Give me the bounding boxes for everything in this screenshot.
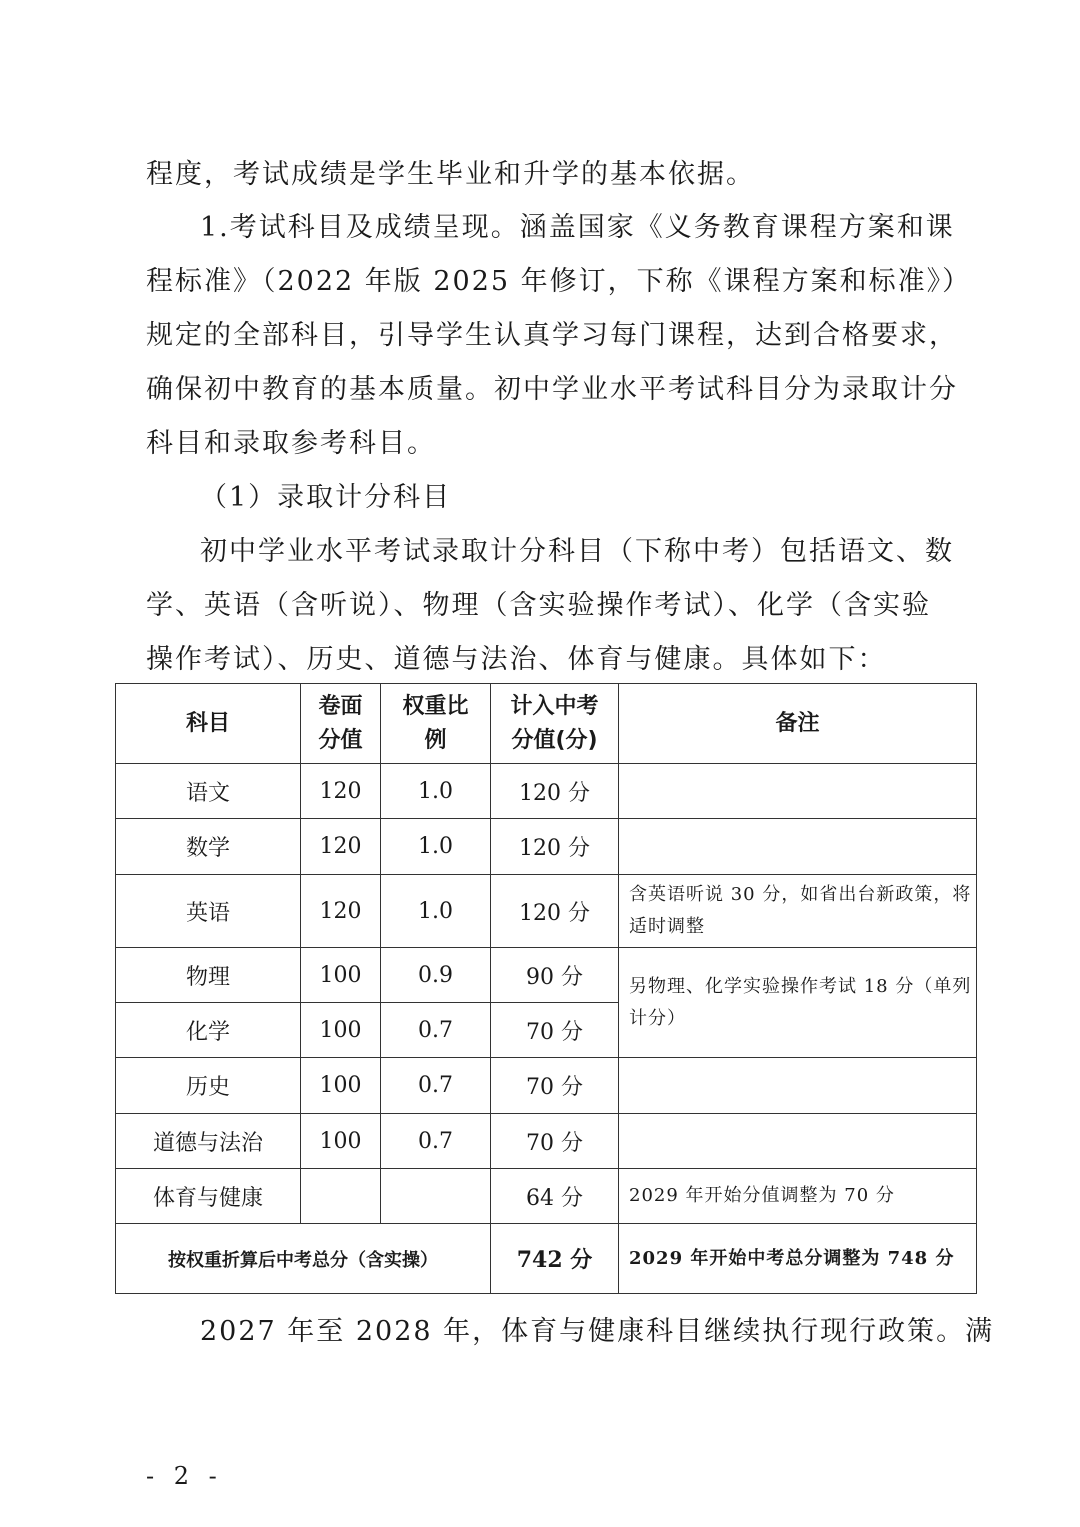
cell-note: 含英语听说 30 分，如省出台新政策，将适时调整 (619, 875, 977, 948)
cell-subject: 数学 (116, 819, 301, 875)
table-row (116, 875, 977, 948)
cell-note (619, 1114, 977, 1169)
cell-counted: 70 分 (491, 1058, 619, 1114)
total-label: 按权重折算后中考总分（含实操） (116, 1224, 491, 1294)
cell-paper: 100 (301, 1003, 381, 1058)
paragraph-line: 规定的全部科目，引导学生认真学习每门课程，达到合格要求， (146, 320, 958, 351)
cell-paper: 100 (301, 948, 381, 1003)
cell-subject: 英语 (116, 875, 301, 948)
paragraph-line: 程标准》（2022 年版 2025 年修订，下称《课程方案和标准》） (146, 266, 972, 297)
cell-paper: 120 (301, 875, 381, 948)
cell-note (619, 764, 977, 819)
cell-note (619, 819, 977, 875)
cell-counted: 70 分 (491, 1114, 619, 1169)
paragraph-line: 确保初中教育的基本质量。初中学业水平考试科目分为录取计分 (146, 374, 958, 405)
scores-table (115, 683, 977, 1294)
header-weight: 权重比 例 (381, 684, 491, 764)
cell-paper: 100 (301, 1114, 381, 1169)
cell-subject: 历史 (116, 1058, 301, 1114)
header-remarks: 备注 (619, 684, 977, 764)
cell-weight: 0.9 (381, 948, 491, 1003)
total-value: 742 分 (491, 1224, 619, 1294)
cell-counted: 70 分 (491, 1003, 619, 1058)
cell-paper: 100 (301, 1058, 381, 1114)
cell-subject: 道德与法治 (116, 1114, 301, 1169)
cell-counted: 90 分 (491, 948, 619, 1003)
cell-paper: 120 (301, 819, 381, 875)
paragraph-line: 程度，考试成绩是学生毕业和升学的基本依据。 (146, 159, 755, 190)
paragraph-line: 科目和录取参考科目。 (146, 428, 436, 459)
section-heading: （1）录取计分科目 (200, 482, 452, 513)
table-row (116, 764, 977, 819)
cell-paper (301, 1169, 381, 1224)
table-row (116, 1114, 977, 1169)
cell-subject: 化学 (116, 1003, 301, 1058)
cell-note: 2029 年开始分值调整为 70 分 (619, 1169, 977, 1224)
cell-counted: 120 分 (491, 875, 619, 948)
paragraph-line: 操作考试）、历史、道德与法治、体育与健康。具体如下： (146, 644, 887, 675)
cell-paper: 120 (301, 764, 381, 819)
cell-counted: 64 分 (491, 1169, 619, 1224)
table-header-row (116, 684, 977, 764)
paragraph-line: 初中学业水平考试录取计分科目（下称中考）包括语文、数 (200, 536, 954, 567)
header-subject: 科目 (116, 684, 301, 764)
paragraph-line: 1.考试科目及成绩呈现。涵盖国家《义务教育课程方案和课 (200, 212, 955, 243)
cell-counted: 120 分 (491, 764, 619, 819)
cell-weight: 0.7 (381, 1114, 491, 1169)
cell-subject: 语文 (116, 764, 301, 819)
table-row (116, 819, 977, 875)
cell-note: 另物理、化学实验操作考试 18 分（单列计分） (619, 948, 977, 1058)
table-row (116, 1058, 977, 1114)
cell-counted: 120 分 (491, 819, 619, 875)
cell-subject: 物理 (116, 948, 301, 1003)
cell-weight (381, 1169, 491, 1224)
page-number: - 2 - (146, 1462, 223, 1490)
cell-weight: 1.0 (381, 819, 491, 875)
cell-weight: 0.7 (381, 1003, 491, 1058)
cell-subject: 体育与健康 (116, 1169, 301, 1224)
header-paper-score: 卷面 分值 (301, 684, 381, 764)
total-note: 2029 年开始中考总分调整为 748 分 (619, 1224, 977, 1294)
table-row (116, 1169, 977, 1224)
paragraph-line: 学、英语（含听说）、物理（含实验操作考试）、化学（含实验 (146, 590, 931, 621)
cell-weight: 1.0 (381, 875, 491, 948)
header-counted-score: 计入中考 分值(分) (491, 684, 619, 764)
cell-weight: 1.0 (381, 764, 491, 819)
table-row (116, 948, 977, 1003)
cell-weight: 0.7 (381, 1058, 491, 1114)
table-total-row (116, 1224, 977, 1294)
paragraph-line: 2027 年至 2028 年，体育与健康科目继续执行现行政策。满 (200, 1316, 995, 1347)
cell-note (619, 1058, 977, 1114)
